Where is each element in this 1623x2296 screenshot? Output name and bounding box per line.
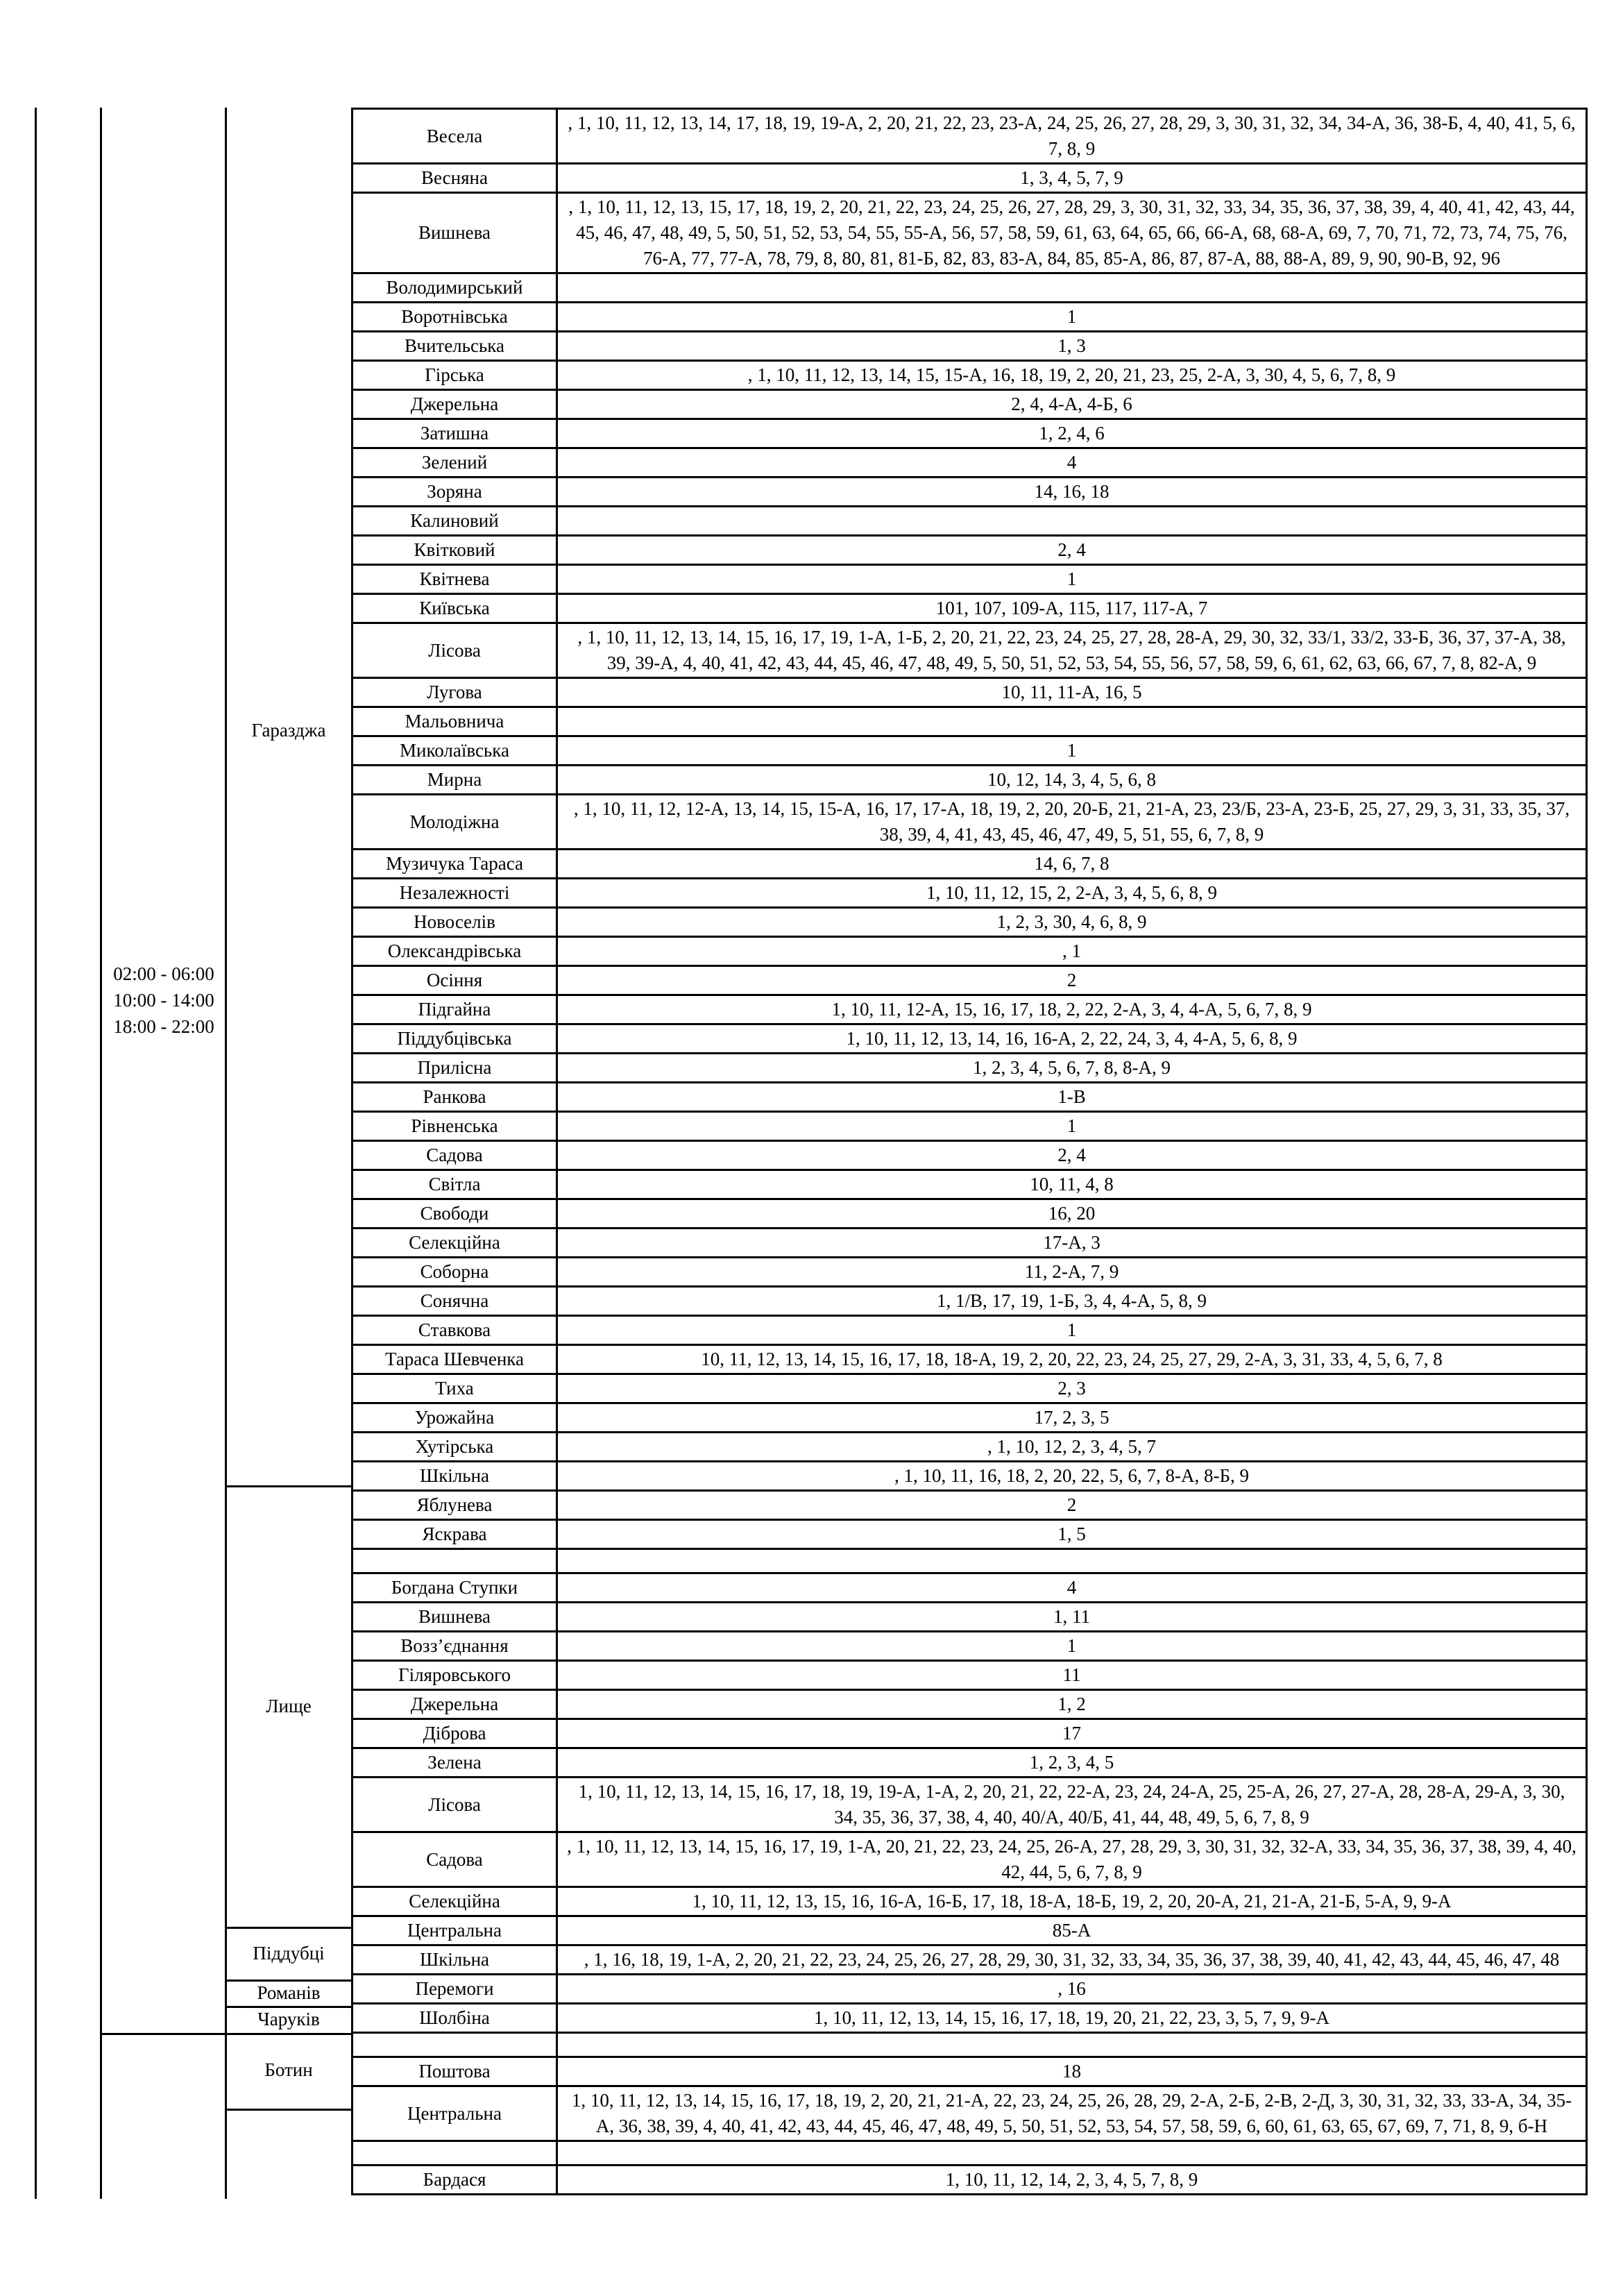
house-numbers-cell: 1, 2, 3, 4, 5, 6, 7, 8, 8-А, 9 bbox=[557, 1054, 1587, 1083]
house-numbers-cell: 4 bbox=[557, 1573, 1587, 1603]
street-name-cell: Ранкова bbox=[352, 1083, 557, 1112]
house-numbers-cell: 1, 2, 4, 6 bbox=[557, 419, 1587, 448]
street-name-cell: Миколаївська bbox=[352, 736, 557, 766]
house-numbers-cell: 10, 11, 4, 8 bbox=[557, 1170, 1587, 1199]
street-name-cell: Піддубцівська bbox=[352, 1024, 557, 1054]
street-name-cell: Бардася bbox=[352, 2166, 557, 2195]
street-name-cell: Рівненська bbox=[352, 1112, 557, 1141]
house-numbers-cell: 1 bbox=[557, 1632, 1587, 1661]
house-numbers-cell: 4 bbox=[557, 448, 1587, 478]
table-row bbox=[352, 1433, 1587, 1462]
street-name-cell: Київська bbox=[352, 594, 557, 623]
house-numbers-cell: 11, 2-А, 7, 9 bbox=[557, 1258, 1587, 1287]
outage-schedule-table bbox=[351, 108, 1588, 2195]
street-name-cell: Шолбіна bbox=[352, 2004, 557, 2033]
street-name-cell bbox=[352, 1549, 557, 1573]
street-name-cell: Квітковий bbox=[352, 536, 557, 565]
street-name-cell: Яблунева bbox=[352, 1491, 557, 1520]
street-name-cell bbox=[352, 2033, 557, 2057]
table-row bbox=[352, 1778, 1587, 1832]
street-name-cell: Садова bbox=[352, 1141, 557, 1170]
street-name-cell: Лісова bbox=[352, 623, 557, 678]
street-name-cell: Тараса Шевченка bbox=[352, 1345, 557, 1374]
house-numbers-cell: , 16 bbox=[557, 1975, 1587, 2004]
table-row bbox=[352, 1603, 1587, 1632]
street-name-cell: Садова bbox=[352, 1832, 557, 1887]
house-numbers-cell: 16, 20 bbox=[557, 1199, 1587, 1229]
street-name-cell: Вчительська bbox=[352, 332, 557, 361]
table-row bbox=[352, 1316, 1587, 1345]
time-column-border bbox=[100, 108, 102, 2199]
street-name-cell: Селекційна bbox=[352, 1229, 557, 1258]
house-numbers-cell: 10, 11, 12, 13, 14, 15, 16, 17, 18, 18-А, 19, 2, 20, 22, 23, 24, 25, 27, 29, 2-А, 3, 31, 33, 4, 5, 6, 7, 8 bbox=[557, 1345, 1587, 1374]
table-row bbox=[352, 1112, 1587, 1141]
street-name-cell: Прилісна bbox=[352, 1054, 557, 1083]
table-row bbox=[352, 303, 1587, 332]
table-row bbox=[352, 2141, 1587, 2166]
street-name-cell: Володимирський bbox=[352, 273, 557, 303]
table-row bbox=[352, 995, 1587, 1024]
house-numbers-cell: 1, 10, 11, 12, 13, 14, 15, 16, 17, 18, 19, 19-А, 1-А, 2, 20, 21, 22, 22-А, 23, 24, 24-А, 25, 25-А, 26, 27, 27-А, 28, 28-А, 29-А, 3, 30, 34, 35, 36, 37, 38, 4, 40, 40/А, 40/Б, 41, 44, 48, 49, 5, 6, 7, 8, 9 bbox=[557, 1778, 1587, 1832]
table-row bbox=[352, 1462, 1587, 1491]
table-row bbox=[352, 419, 1587, 448]
table-row bbox=[352, 1054, 1587, 1083]
house-numbers-cell: 17, 2, 3, 5 bbox=[557, 1403, 1587, 1433]
house-numbers-cell: 1, 10, 11, 12, 13, 15, 16, 16-А, 16-Б, 17, 18, 18-А, 18-Б, 19, 2, 20, 20-А, 21, 21-А, 21-Б, 5-А, 9, 9-А bbox=[557, 1887, 1587, 1916]
table-row bbox=[352, 536, 1587, 565]
street-name-cell: Діброва bbox=[352, 1719, 557, 1748]
table-row bbox=[352, 1170, 1587, 1199]
street-name-cell: Світла bbox=[352, 1170, 557, 1199]
house-numbers-cell: 1, 10, 11, 12, 13, 14, 15, 16, 17, 18, 19, 2, 20, 21, 21-А, 22, 23, 24, 25, 26, 28, 29, 2-А, 2-Б, 2-В, 2-Д, 3, 30, 31, 32, 33, 33-А, 34, 35-А, 36, 38, 39, 4, 40, 41, 42, 43, 44, 45, 46, 47, 48, 49, 5, 50, 51, 52, 53, 54, 57, 58, 59, 6, 60, 61, 63, 65, 67, 69, 7, 71, 8, 9, б-Н bbox=[557, 2086, 1587, 2141]
table-row bbox=[352, 1549, 1587, 1573]
table-row bbox=[352, 273, 1587, 303]
street-name-cell: Зоряна bbox=[352, 478, 557, 507]
house-numbers-cell bbox=[557, 2033, 1587, 2057]
time-slot: 10:00 - 14:00 bbox=[113, 990, 214, 1011]
house-numbers-cell: , 1, 10, 11, 16, 18, 2, 20, 22, 5, 6, 7, 8-А, 8-Б, 9 bbox=[557, 1462, 1587, 1491]
table-row bbox=[352, 1975, 1587, 2004]
table-row bbox=[352, 1024, 1587, 1054]
house-numbers-cell bbox=[557, 2141, 1587, 2166]
table-row bbox=[352, 1748, 1587, 1778]
table-row bbox=[352, 1199, 1587, 1229]
table-row bbox=[352, 109, 1587, 164]
street-name-cell: Урожайна bbox=[352, 1403, 557, 1433]
house-numbers-cell: 10, 11, 11-А, 16, 5 bbox=[557, 678, 1587, 707]
table-row bbox=[352, 390, 1587, 419]
street-name-cell: Осіння bbox=[352, 966, 557, 995]
street-name-cell: Мирна bbox=[352, 766, 557, 795]
house-numbers-cell: 10, 12, 14, 3, 4, 5, 6, 8 bbox=[557, 766, 1587, 795]
street-name-cell: Тиха bbox=[352, 1374, 557, 1403]
house-numbers-cell: 11 bbox=[557, 1661, 1587, 1690]
house-numbers-cell: 2, 4 bbox=[557, 536, 1587, 565]
left-border bbox=[35, 108, 37, 2199]
street-name-cell: Центральна bbox=[352, 1916, 557, 1945]
table-row bbox=[352, 1690, 1587, 1719]
house-numbers-cell: 1 bbox=[557, 1316, 1587, 1345]
street-name-cell: Джерельна bbox=[352, 390, 557, 419]
house-numbers-cell: 85-А bbox=[557, 1916, 1587, 1945]
table-row bbox=[352, 1083, 1587, 1112]
street-name-cell: Вишнева bbox=[352, 1603, 557, 1632]
table-row bbox=[352, 2057, 1587, 2086]
house-numbers-cell bbox=[557, 1549, 1587, 1573]
table-row bbox=[352, 1832, 1587, 1887]
table-row bbox=[352, 448, 1587, 478]
table-row bbox=[352, 1403, 1587, 1433]
house-numbers-cell: 2, 4 bbox=[557, 1141, 1587, 1170]
village-separator bbox=[225, 2109, 352, 2111]
house-numbers-cell: , 1, 10, 11, 12, 13, 14, 17, 18, 19, 19-А, 2, 20, 21, 22, 23, 23-А, 24, 25, 26, 27, 28, 29, 3, 30, 31, 32, 34, 34-А, 36, 38-Б, 4, 40, 41, 5, 6, 7, 8, 9 bbox=[557, 109, 1587, 164]
street-name-cell: Богдана Ступки bbox=[352, 1573, 557, 1603]
street-name-cell: Зелена bbox=[352, 1748, 557, 1778]
house-numbers-cell: 101, 107, 109-А, 115, 117, 117-А, 7 bbox=[557, 594, 1587, 623]
house-numbers-cell: 1, 10, 11, 12-А, 15, 16, 17, 18, 2, 22, 2-А, 3, 4, 4-А, 5, 6, 7, 8, 9 bbox=[557, 995, 1587, 1024]
street-name-cell: Перемоги bbox=[352, 1975, 557, 2004]
street-name-cell: Соборна bbox=[352, 1258, 557, 1287]
house-numbers-cell: 17-А, 3 bbox=[557, 1229, 1587, 1258]
table-row bbox=[352, 1916, 1587, 1945]
house-numbers-cell: 1, 10, 11, 12, 13, 14, 16, 16-А, 2, 22, 24, 3, 4, 4-А, 5, 6, 8, 9 bbox=[557, 1024, 1587, 1054]
table-row bbox=[352, 1719, 1587, 1748]
table-row bbox=[352, 1141, 1587, 1170]
house-numbers-cell: , 1, 16, 18, 19, 1-А, 2, 20, 21, 22, 23, 24, 25, 26, 27, 28, 29, 30, 31, 32, 33, 34, 35, 36, 37, 38, 39, 40, 41, 42, 43, 44, 45, 46, 47, 48 bbox=[557, 1945, 1587, 1975]
house-numbers-cell: 14, 6, 7, 8 bbox=[557, 850, 1587, 879]
table-row bbox=[352, 966, 1587, 995]
table-row bbox=[352, 736, 1587, 766]
street-name-cell: Воротнівська bbox=[352, 303, 557, 332]
street-name-cell: Вишнева bbox=[352, 193, 557, 273]
village-column-border bbox=[225, 108, 227, 2199]
street-name-cell: Гірська bbox=[352, 361, 557, 390]
table-row bbox=[352, 1229, 1587, 1258]
table-row bbox=[352, 1287, 1587, 1316]
street-name-cell: Лісова bbox=[352, 1778, 557, 1832]
street-name-cell: Селекційна bbox=[352, 1887, 557, 1916]
street-name-cell: Возз’єднання bbox=[352, 1632, 557, 1661]
house-numbers-cell: , 1, 10, 12, 2, 3, 4, 5, 7 bbox=[557, 1433, 1587, 1462]
street-name-cell: Незалежності bbox=[352, 879, 557, 908]
time-slot: 18:00 - 22:00 bbox=[113, 1016, 214, 1037]
village-name: Романів bbox=[257, 1982, 321, 2003]
house-numbers-cell: 18 bbox=[557, 2057, 1587, 2086]
table-body bbox=[352, 109, 1587, 2195]
street-name-cell: Затишна bbox=[352, 419, 557, 448]
house-numbers-cell: 1, 10, 11, 12, 15, 2, 2-А, 3, 4, 5, 6, 8, 9 bbox=[557, 879, 1587, 908]
village-name: Чаруків bbox=[257, 2009, 320, 2029]
table-row bbox=[352, 2004, 1587, 2033]
house-numbers-cell: 1 bbox=[557, 1112, 1587, 1141]
time-slot: 02:00 - 06:00 bbox=[113, 963, 214, 984]
table-row bbox=[352, 565, 1587, 594]
house-numbers-cell bbox=[557, 273, 1587, 303]
street-name-cell: Калиновий bbox=[352, 507, 557, 536]
table-row bbox=[352, 478, 1587, 507]
village-name: Піддубці bbox=[253, 1943, 325, 1964]
village-separator bbox=[225, 1927, 352, 1929]
street-name-cell: Ставкова bbox=[352, 1316, 557, 1345]
house-numbers-cell: 1, 1/В, 17, 19, 1-Б, 3, 4, 4-А, 5, 8, 9 bbox=[557, 1287, 1587, 1316]
table-row bbox=[352, 1345, 1587, 1374]
street-name-cell: Яскрава bbox=[352, 1520, 557, 1549]
table-row bbox=[352, 1632, 1587, 1661]
village-name: Ботин bbox=[264, 2059, 313, 2080]
table-row bbox=[352, 1258, 1587, 1287]
house-numbers-cell: 2 bbox=[557, 1491, 1587, 1520]
street-name-cell: Новоселів bbox=[352, 908, 557, 937]
table-row bbox=[352, 2166, 1587, 2195]
village-separator bbox=[225, 1485, 352, 1487]
table-row bbox=[352, 623, 1587, 678]
street-name-cell: Мальовнича bbox=[352, 707, 557, 736]
house-numbers-cell: , 1, 10, 11, 12, 12-А, 13, 14, 15, 15-А, 16, 17, 17-А, 18, 19, 2, 20, 20-Б, 21, 21-А, 23, 23/Б, 23-А, 23-Б, 25, 27, 29, 3, 31, 33, 35, 37, 38, 39, 4, 41, 43, 45, 46, 47, 49, 5, 51, 55, 6, 7, 8, 9 bbox=[557, 795, 1587, 850]
table-row bbox=[352, 766, 1587, 795]
house-numbers-cell: 1, 11 bbox=[557, 1603, 1587, 1632]
table-row bbox=[352, 193, 1587, 273]
house-numbers-cell: , 1, 10, 11, 12, 13, 14, 15, 15-А, 16, 18, 19, 2, 20, 21, 23, 25, 2-А, 3, 30, 4, 5, 6, 7, 8, 9 bbox=[557, 361, 1587, 390]
table-row bbox=[352, 1661, 1587, 1690]
table-row bbox=[352, 332, 1587, 361]
street-name-cell: Молодіжна bbox=[352, 795, 557, 850]
house-numbers-cell: 1, 5 bbox=[557, 1520, 1587, 1549]
table-row bbox=[352, 2086, 1587, 2141]
house-numbers-cell: 1, 10, 11, 12, 14, 2, 3, 4, 5, 7, 8, 9 bbox=[557, 2166, 1587, 2195]
street-name-cell: Джерельна bbox=[352, 1690, 557, 1719]
table-row bbox=[352, 879, 1587, 908]
house-numbers-cell: 1 bbox=[557, 303, 1587, 332]
street-name-cell: Квітнева bbox=[352, 565, 557, 594]
house-numbers-cell: 2, 4, 4-А, 4-Б, 6 bbox=[557, 390, 1587, 419]
table-row bbox=[352, 678, 1587, 707]
street-name-cell: Шкільна bbox=[352, 1945, 557, 1975]
house-numbers-cell: , 1 bbox=[557, 937, 1587, 966]
house-numbers-cell: 2, 3 bbox=[557, 1374, 1587, 1403]
street-name-cell: Шкільна bbox=[352, 1462, 557, 1491]
time-slots bbox=[101, 961, 226, 1040]
house-numbers-cell: 2 bbox=[557, 966, 1587, 995]
street-name-cell: Центральна bbox=[352, 2086, 557, 2141]
house-numbers-cell bbox=[557, 507, 1587, 536]
village-name: Лище bbox=[266, 1696, 312, 1716]
house-numbers-cell: 1 bbox=[557, 565, 1587, 594]
street-name-cell: Поштова bbox=[352, 2057, 557, 2086]
group-separator bbox=[100, 2033, 352, 2035]
table-row bbox=[352, 908, 1587, 937]
street-name-cell: Лугова bbox=[352, 678, 557, 707]
table-row bbox=[352, 2033, 1587, 2057]
street-name-cell: Весняна bbox=[352, 164, 557, 193]
table-row bbox=[352, 795, 1587, 850]
house-numbers-cell: 1 bbox=[557, 736, 1587, 766]
house-numbers-cell: 17 bbox=[557, 1719, 1587, 1748]
street-name-cell: Олександрівська bbox=[352, 937, 557, 966]
house-numbers-cell: 14, 16, 18 bbox=[557, 478, 1587, 507]
house-numbers-cell: 1, 10, 11, 12, 13, 14, 15, 16, 17, 18, 19, 20, 21, 22, 23, 3, 5, 7, 9, 9-А bbox=[557, 2004, 1587, 2033]
house-numbers-cell: 1-В bbox=[557, 1083, 1587, 1112]
table-row bbox=[352, 707, 1587, 736]
house-numbers-cell: , 1, 10, 11, 12, 13, 15, 17, 18, 19, 2, 20, 21, 22, 23, 24, 25, 26, 27, 28, 29, 3, 30, 31, 32, 33, 34, 35, 36, 37, 38, 39, 4, 40, 41, 42, 43, 44, 45, 46, 47, 48, 49, 5, 50, 51, 52, 53, 54, 55, 55-А, 56, 57, 58, 59, 61, 63, 64, 65, 66, 66-А, 68, 68-А, 69, 7, 70, 71, 72, 73, 74, 75, 76, 76-А, 77, 77-А, 78, 79, 8, 80, 81, 81-Б, 82, 83, 83-А, 84, 85, 85-А, 86, 87, 87-А, 88, 88-А, 89, 9, 90, 90-В, 92, 96 bbox=[557, 193, 1587, 273]
house-numbers-cell: , 1, 10, 11, 12, 13, 14, 15, 16, 17, 19, 1-А, 1-Б, 2, 20, 21, 22, 23, 24, 25, 27, 28, 28-А, 29, 30, 32, 33/1, 33/2, 33-Б, 36, 37, 37-А, 38, 39, 39-А, 4, 40, 41, 42, 43, 44, 45, 46, 47, 48, 49, 5, 50, 51, 52, 53, 54, 55, 56, 57, 58, 59, 6, 61, 62, 63, 66, 67, 7, 8, 82-А, 9 bbox=[557, 623, 1587, 678]
street-name-cell: Хутірська bbox=[352, 1433, 557, 1462]
street-name-cell: Зелений bbox=[352, 448, 557, 478]
street-name-cell: Весела bbox=[352, 109, 557, 164]
house-numbers-cell: 1, 2, 3, 30, 4, 6, 8, 9 bbox=[557, 908, 1587, 937]
house-numbers-cell: 1, 2, 3, 4, 5 bbox=[557, 1748, 1587, 1778]
table-row bbox=[352, 361, 1587, 390]
house-numbers-cell: 1, 2 bbox=[557, 1690, 1587, 1719]
table-row bbox=[352, 1945, 1587, 1975]
street-name-cell: Гіляровського bbox=[352, 1661, 557, 1690]
street-name-cell: Свободи bbox=[352, 1199, 557, 1229]
table-row bbox=[352, 937, 1587, 966]
table-row bbox=[352, 1887, 1587, 1916]
table-row bbox=[352, 1520, 1587, 1549]
table-row bbox=[352, 1573, 1587, 1603]
table-row bbox=[352, 164, 1587, 193]
house-numbers-cell: 1, 3, 4, 5, 7, 9 bbox=[557, 164, 1587, 193]
table-row bbox=[352, 850, 1587, 879]
house-numbers-cell: , 1, 10, 11, 12, 13, 14, 15, 16, 17, 19, 1-А, 20, 21, 22, 23, 24, 25, 26-А, 27, 28, 29, 3, 30, 31, 32, 32-А, 33, 34, 35, 36, 37, 38, 39, 4, 40, 42, 44, 5, 6, 7, 8, 9 bbox=[557, 1832, 1587, 1887]
table-row bbox=[352, 1374, 1587, 1403]
village-name: Гаразджа bbox=[251, 720, 326, 741]
street-name-cell bbox=[352, 2141, 557, 2166]
house-numbers-cell: 1, 3 bbox=[557, 332, 1587, 361]
table-row bbox=[352, 594, 1587, 623]
street-name-cell: Музичука Тараса bbox=[352, 850, 557, 879]
table-row bbox=[352, 507, 1587, 536]
street-name-cell: Сонячна bbox=[352, 1287, 557, 1316]
house-numbers-cell bbox=[557, 707, 1587, 736]
street-name-cell: Підгайна bbox=[352, 995, 557, 1024]
table-row bbox=[352, 1491, 1587, 1520]
